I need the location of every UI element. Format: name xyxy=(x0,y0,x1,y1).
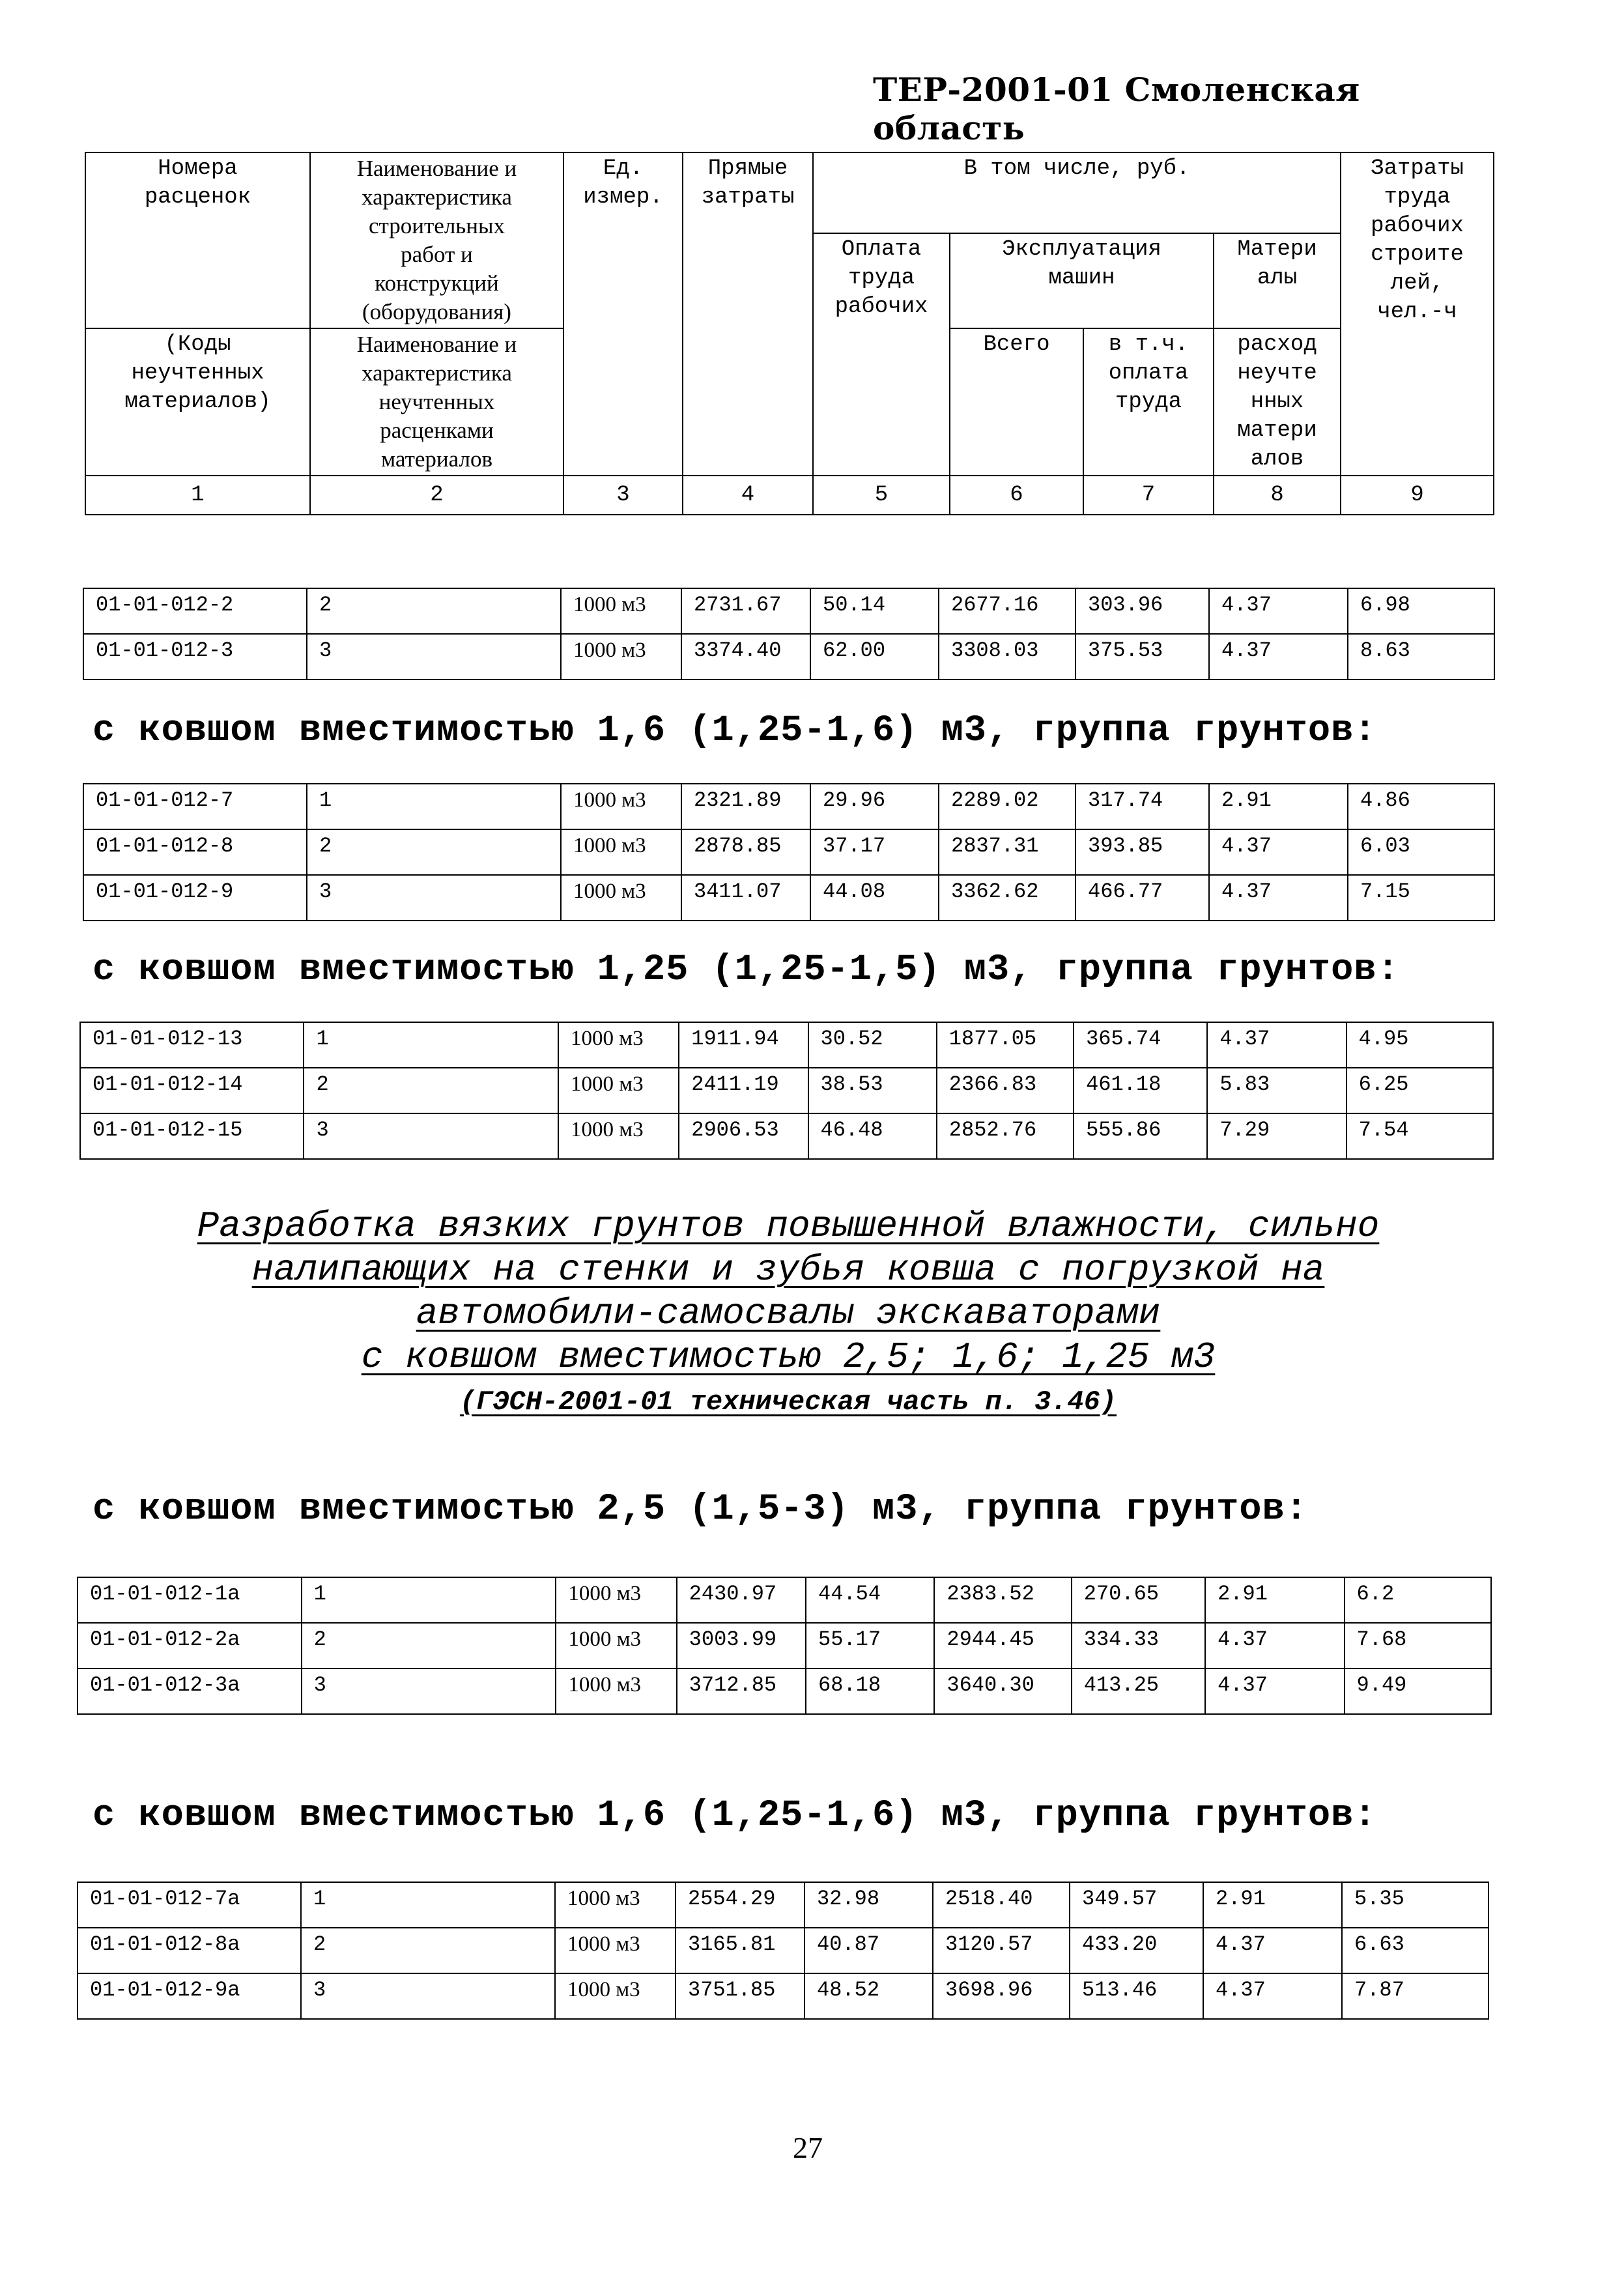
cell-labor-hours: 4.95 xyxy=(1346,1022,1493,1068)
header-line: труда xyxy=(1115,390,1182,414)
table-row xyxy=(78,1882,1489,1928)
table-row xyxy=(78,1928,1489,1973)
cell-rate-code: 01-01-012-2а xyxy=(78,1623,302,1668)
cell-soil-group: 3 xyxy=(302,1668,556,1714)
cell-machines-total: 2518.40 xyxy=(933,1882,1070,1928)
cell-labor-hours: 7.15 xyxy=(1348,875,1494,921)
table-row xyxy=(78,1973,1489,2019)
cell-materials: 4.37 xyxy=(1203,1973,1342,2019)
cell-wages: 50.14 xyxy=(810,588,939,634)
col-group-header: В том числе, руб. xyxy=(813,152,1341,233)
header-line: машин xyxy=(1048,266,1115,291)
header-line: труда xyxy=(848,266,915,291)
table-row xyxy=(83,875,1494,921)
header-line: нных xyxy=(1250,390,1304,414)
cell-labor-hours: 7.68 xyxy=(1345,1623,1491,1668)
cell-materials: 4.37 xyxy=(1205,1668,1344,1714)
col-unit-header xyxy=(563,152,683,476)
cell-direct-costs: 1911.94 xyxy=(679,1022,808,1068)
cell-machines-wages: 349.57 xyxy=(1070,1882,1203,1928)
table-row xyxy=(83,634,1494,680)
rates-table-e xyxy=(77,1882,1489,2020)
rates-table-b xyxy=(83,783,1495,921)
rates-table-c xyxy=(79,1022,1494,1160)
cell-machines-wages: 393.85 xyxy=(1076,829,1209,875)
header-line: конструкций xyxy=(375,270,499,296)
header-line: неучтенных xyxy=(131,361,264,386)
cell-wages: 40.87 xyxy=(805,1928,933,1973)
cell-machines-total: 2383.52 xyxy=(934,1577,1071,1623)
cell-machines-wages: 513.46 xyxy=(1070,1973,1203,2019)
cell-materials: 2.91 xyxy=(1205,1577,1344,1623)
cell-wages: 30.52 xyxy=(808,1022,937,1068)
cell-machines-total: 2944.45 xyxy=(934,1623,1071,1668)
col-wages-header xyxy=(813,233,950,476)
heading-line-2: налипающих на стенки и зубья ковша с погрузкой на xyxy=(251,1249,1325,1291)
cell-rate-code: 01-01-012-14 xyxy=(80,1068,304,1113)
header-line: в т.ч. xyxy=(1108,332,1189,357)
cell-direct-costs: 3411.07 xyxy=(681,875,810,921)
cell-unit: 1000 м3 xyxy=(561,588,681,634)
cell-rate-code: 01-01-012-8а xyxy=(78,1928,301,1973)
column-number: 2 xyxy=(310,476,563,515)
cell-unit: 1000 м3 xyxy=(556,1577,676,1623)
cell-labor-hours: 6.25 xyxy=(1346,1068,1493,1113)
cell-rate-code: 01-01-012-9 xyxy=(83,875,307,921)
cell-soil-group: 1 xyxy=(304,1022,558,1068)
header-line: расценок xyxy=(144,185,251,210)
heading-line-1: Разработка вязких грунтов повышенной влажности, сильно xyxy=(197,1205,1380,1247)
col-labor-hours-header xyxy=(1341,152,1494,476)
section-title-c: с ковшом вместимостью 1,25 (1,25-1,5) м3, группа грунтов: xyxy=(93,949,1400,991)
cell-wages: 62.00 xyxy=(810,634,939,680)
cell-materials: 2.91 xyxy=(1203,1882,1342,1928)
cell-labor-hours: 6.98 xyxy=(1348,588,1494,634)
cell-machines-wages: 375.53 xyxy=(1076,634,1209,680)
rates-table-d xyxy=(77,1577,1492,1715)
table-row xyxy=(83,588,1494,634)
header-line: строите xyxy=(1371,242,1464,267)
cell-soil-group: 3 xyxy=(301,1973,555,2019)
cell-rate-code: 01-01-012-1а xyxy=(78,1577,302,1623)
col-direct-costs-header xyxy=(683,152,813,476)
cell-rate-code: 01-01-012-2 xyxy=(83,588,307,634)
col-materials-consumption-header xyxy=(1214,328,1341,476)
header-line: рабочих xyxy=(1371,214,1464,238)
column-number: 3 xyxy=(563,476,683,515)
cell-labor-hours: 9.49 xyxy=(1345,1668,1491,1714)
cell-rate-code: 01-01-012-15 xyxy=(80,1113,304,1159)
cell-labor-hours: 6.2 xyxy=(1345,1577,1491,1623)
cell-direct-costs: 2411.19 xyxy=(679,1068,808,1113)
cell-wages: 48.52 xyxy=(805,1973,933,2019)
header-line: алы xyxy=(1257,266,1298,291)
header-line: Ед. xyxy=(603,156,644,181)
cell-unit: 1000 м3 xyxy=(561,634,681,680)
cell-wages: 68.18 xyxy=(806,1668,934,1714)
cell-machines-total: 3640.30 xyxy=(934,1668,1071,1714)
header-line: чел.-ч xyxy=(1377,300,1457,324)
header-line: неучтенных xyxy=(378,389,495,414)
section-title-b: с ковшом вместимостью 1,6 (1,25-1,6) м3, группа грунтов: xyxy=(93,710,1377,752)
cell-wages: 38.53 xyxy=(808,1068,937,1113)
column-number: 7 xyxy=(1083,476,1214,515)
cell-materials: 7.29 xyxy=(1207,1113,1346,1159)
col-materials-header xyxy=(1214,233,1341,328)
cell-wages: 37.17 xyxy=(810,829,939,875)
header-line: материалов) xyxy=(124,390,271,414)
column-number: 9 xyxy=(1341,476,1494,515)
column-number: 4 xyxy=(683,476,813,515)
column-number: 5 xyxy=(813,476,950,515)
header-line: расход xyxy=(1237,332,1317,357)
cell-machines-total: 2289.02 xyxy=(939,784,1076,829)
cell-labor-hours: 6.03 xyxy=(1348,829,1494,875)
cell-machines-total: 3362.62 xyxy=(939,875,1076,921)
header-line: труда xyxy=(1384,185,1451,210)
header-line: (Коды xyxy=(164,332,231,357)
col-machines-header xyxy=(950,233,1214,328)
header-line: Наименование и xyxy=(356,156,517,181)
table-row xyxy=(80,1022,1493,1068)
cell-machines-total: 3308.03 xyxy=(939,634,1076,680)
cell-wages: 32.98 xyxy=(805,1882,933,1928)
cell-rate-code: 01-01-012-13 xyxy=(80,1022,304,1068)
column-number: 6 xyxy=(950,476,1083,515)
col-codes-header xyxy=(85,152,310,328)
cell-machines-total: 2837.31 xyxy=(939,829,1076,875)
cell-direct-costs: 2321.89 xyxy=(681,784,810,829)
cell-machines-wages: 334.33 xyxy=(1072,1623,1205,1668)
cell-materials: 4.37 xyxy=(1209,588,1348,634)
cell-soil-group: 2 xyxy=(307,588,561,634)
section-title-d: с ковшом вместимостью 2,5 (1,5-3) м3, группа грунтов: xyxy=(93,1489,1308,1530)
cell-unit: 1000 м3 xyxy=(561,829,681,875)
rates-table-a xyxy=(83,588,1495,680)
cell-direct-costs: 2430.97 xyxy=(677,1577,806,1623)
cell-materials: 4.37 xyxy=(1207,1022,1346,1068)
table-row xyxy=(83,829,1494,875)
header-line: работ и xyxy=(401,242,473,267)
header-line: затраты xyxy=(701,185,795,210)
table-row xyxy=(80,1113,1493,1159)
cell-rate-code: 01-01-012-3а xyxy=(78,1668,302,1714)
header-line: алов xyxy=(1250,447,1304,472)
table-row xyxy=(78,1668,1491,1714)
cell-machines-total: 2852.76 xyxy=(937,1113,1074,1159)
header-line: (оборудования) xyxy=(362,299,511,324)
header-line: расценками xyxy=(380,418,494,443)
cell-machines-total: 3120.57 xyxy=(933,1928,1070,1973)
cell-soil-group: 2 xyxy=(307,829,561,875)
cell-labor-hours: 7.54 xyxy=(1346,1113,1493,1159)
cell-soil-group: 3 xyxy=(304,1113,558,1159)
heading-reference: (ГЭСН-2001-01 техническая часть п. 3.46) xyxy=(459,1386,1117,1418)
cell-wages: 44.08 xyxy=(810,875,939,921)
table-row xyxy=(83,784,1494,829)
cell-unit: 1000 м3 xyxy=(558,1113,679,1159)
cell-labor-hours: 8.63 xyxy=(1348,634,1494,680)
header-line: материалов xyxy=(381,446,492,472)
cell-machines-wages: 365.74 xyxy=(1074,1022,1207,1068)
cell-machines-wages: 413.25 xyxy=(1072,1668,1205,1714)
cell-machines-total: 2677.16 xyxy=(939,588,1076,634)
cell-machines-total: 1877.05 xyxy=(937,1022,1074,1068)
cell-direct-costs: 2878.85 xyxy=(681,829,810,875)
page-title: ТЕР-2001-01 Смоленская область xyxy=(873,70,1360,147)
cell-rate-code: 01-01-012-7 xyxy=(83,784,307,829)
heading-line-3: автомобили-самосвалы экскаваторами xyxy=(416,1293,1161,1334)
cell-machines-total: 2366.83 xyxy=(937,1068,1074,1113)
cell-materials: 2.91 xyxy=(1209,784,1348,829)
cell-materials: 4.37 xyxy=(1203,1928,1342,1973)
cell-direct-costs: 3712.85 xyxy=(677,1668,806,1714)
cell-materials: 4.37 xyxy=(1209,634,1348,680)
cell-rate-code: 01-01-012-9а xyxy=(78,1973,301,2019)
cell-unit: 1000 м3 xyxy=(558,1022,679,1068)
header-line: характеристика xyxy=(362,184,512,210)
cell-wages: 55.17 xyxy=(806,1623,934,1668)
cell-direct-costs: 3374.40 xyxy=(681,634,810,680)
header-line: строительных xyxy=(369,213,505,238)
cell-rate-code: 01-01-012-7а xyxy=(78,1882,301,1928)
col-materials-codes-header xyxy=(85,328,310,476)
cell-labor-hours: 5.35 xyxy=(1342,1882,1489,1928)
header-line: Номера xyxy=(158,156,238,181)
header-line: оплата xyxy=(1108,361,1189,386)
cell-machines-wages: 303.96 xyxy=(1076,588,1209,634)
cell-labor-hours: 6.63 xyxy=(1342,1928,1489,1973)
cell-labor-hours: 4.86 xyxy=(1348,784,1494,829)
cell-soil-group: 3 xyxy=(307,634,561,680)
column-numbers-row xyxy=(85,476,1494,515)
section-title-e: с ковшом вместимостью 1,6 (1,25-1,6) м3, группа грунтов: xyxy=(93,1795,1377,1837)
cell-direct-costs: 2731.67 xyxy=(681,588,810,634)
cell-soil-group: 2 xyxy=(304,1068,558,1113)
page-number: 27 xyxy=(793,2131,823,2164)
header-line: Оплата xyxy=(841,237,922,262)
cell-direct-costs: 2554.29 xyxy=(676,1882,805,1928)
cell-wages: 46.48 xyxy=(808,1113,937,1159)
cell-unit: 1000 м3 xyxy=(555,1973,676,2019)
cell-rate-code: 01-01-012-3 xyxy=(83,634,307,680)
cell-soil-group: 1 xyxy=(301,1882,555,1928)
cell-machines-wages: 461.18 xyxy=(1074,1068,1207,1113)
col-machines-wages-header xyxy=(1083,328,1214,476)
header-line: лей, xyxy=(1390,271,1444,296)
column-number: 1 xyxy=(85,476,310,515)
cell-soil-group: 1 xyxy=(307,784,561,829)
cell-direct-costs: 3751.85 xyxy=(676,1973,805,2019)
cell-soil-group: 2 xyxy=(302,1623,556,1668)
header-line: Прямые xyxy=(707,156,788,181)
cell-unit: 1000 м3 xyxy=(561,875,681,921)
cell-unit: 1000 м3 xyxy=(561,784,681,829)
header-line: Матери xyxy=(1237,237,1317,262)
header-line: Эксплуатация xyxy=(1002,237,1161,262)
cell-machines-wages: 270.65 xyxy=(1072,1577,1205,1623)
cell-unit: 1000 м3 xyxy=(555,1928,676,1973)
column-header-table xyxy=(85,152,1494,515)
cell-materials: 5.83 xyxy=(1207,1068,1346,1113)
cell-materials: 4.37 xyxy=(1209,829,1348,875)
cell-materials: 4.37 xyxy=(1205,1623,1344,1668)
table-row xyxy=(78,1623,1491,1668)
cell-unit: 1000 м3 xyxy=(555,1882,676,1928)
cell-soil-group: 3 xyxy=(307,875,561,921)
col-name-header xyxy=(310,152,563,328)
cell-unit: 1000 м3 xyxy=(558,1068,679,1113)
cell-direct-costs: 3003.99 xyxy=(677,1623,806,1668)
header-line: неучте xyxy=(1237,361,1317,386)
table-row xyxy=(78,1577,1491,1623)
header-line: рабочих xyxy=(834,294,928,319)
cell-machines-wages: 466.77 xyxy=(1076,875,1209,921)
cell-direct-costs: 3165.81 xyxy=(676,1928,805,1973)
cell-labor-hours: 7.87 xyxy=(1342,1973,1489,2019)
cell-wages: 29.96 xyxy=(810,784,939,829)
cell-unit: 1000 м3 xyxy=(556,1668,676,1714)
cell-machines-total: 3698.96 xyxy=(933,1973,1070,2019)
cell-unit: 1000 м3 xyxy=(556,1623,676,1668)
header-line: измер. xyxy=(583,185,663,210)
heading-line-4: с ковшом вместимостью 2,5; 1,6; 1,25 м3 xyxy=(361,1336,1216,1378)
header-line: Затраты xyxy=(1371,156,1464,181)
cell-soil-group: 2 xyxy=(301,1928,555,1973)
table-row xyxy=(80,1068,1493,1113)
cell-machines-wages: 555.86 xyxy=(1074,1113,1207,1159)
header-line: Наименование и xyxy=(356,332,517,357)
cell-materials: 4.37 xyxy=(1209,875,1348,921)
cell-rate-code: 01-01-012-8 xyxy=(83,829,307,875)
cell-machines-wages: 433.20 xyxy=(1070,1928,1203,1973)
col-materials-name-header xyxy=(310,328,563,476)
header-line: матери xyxy=(1237,418,1317,443)
header-line: характеристика xyxy=(362,360,512,386)
cell-direct-costs: 2906.53 xyxy=(679,1113,808,1159)
column-number: 8 xyxy=(1214,476,1341,515)
cell-soil-group: 1 xyxy=(302,1577,556,1623)
cell-wages: 44.54 xyxy=(806,1577,934,1623)
cell-machines-wages: 317.74 xyxy=(1076,784,1209,829)
col-machines-total-header: Всего xyxy=(950,328,1083,476)
